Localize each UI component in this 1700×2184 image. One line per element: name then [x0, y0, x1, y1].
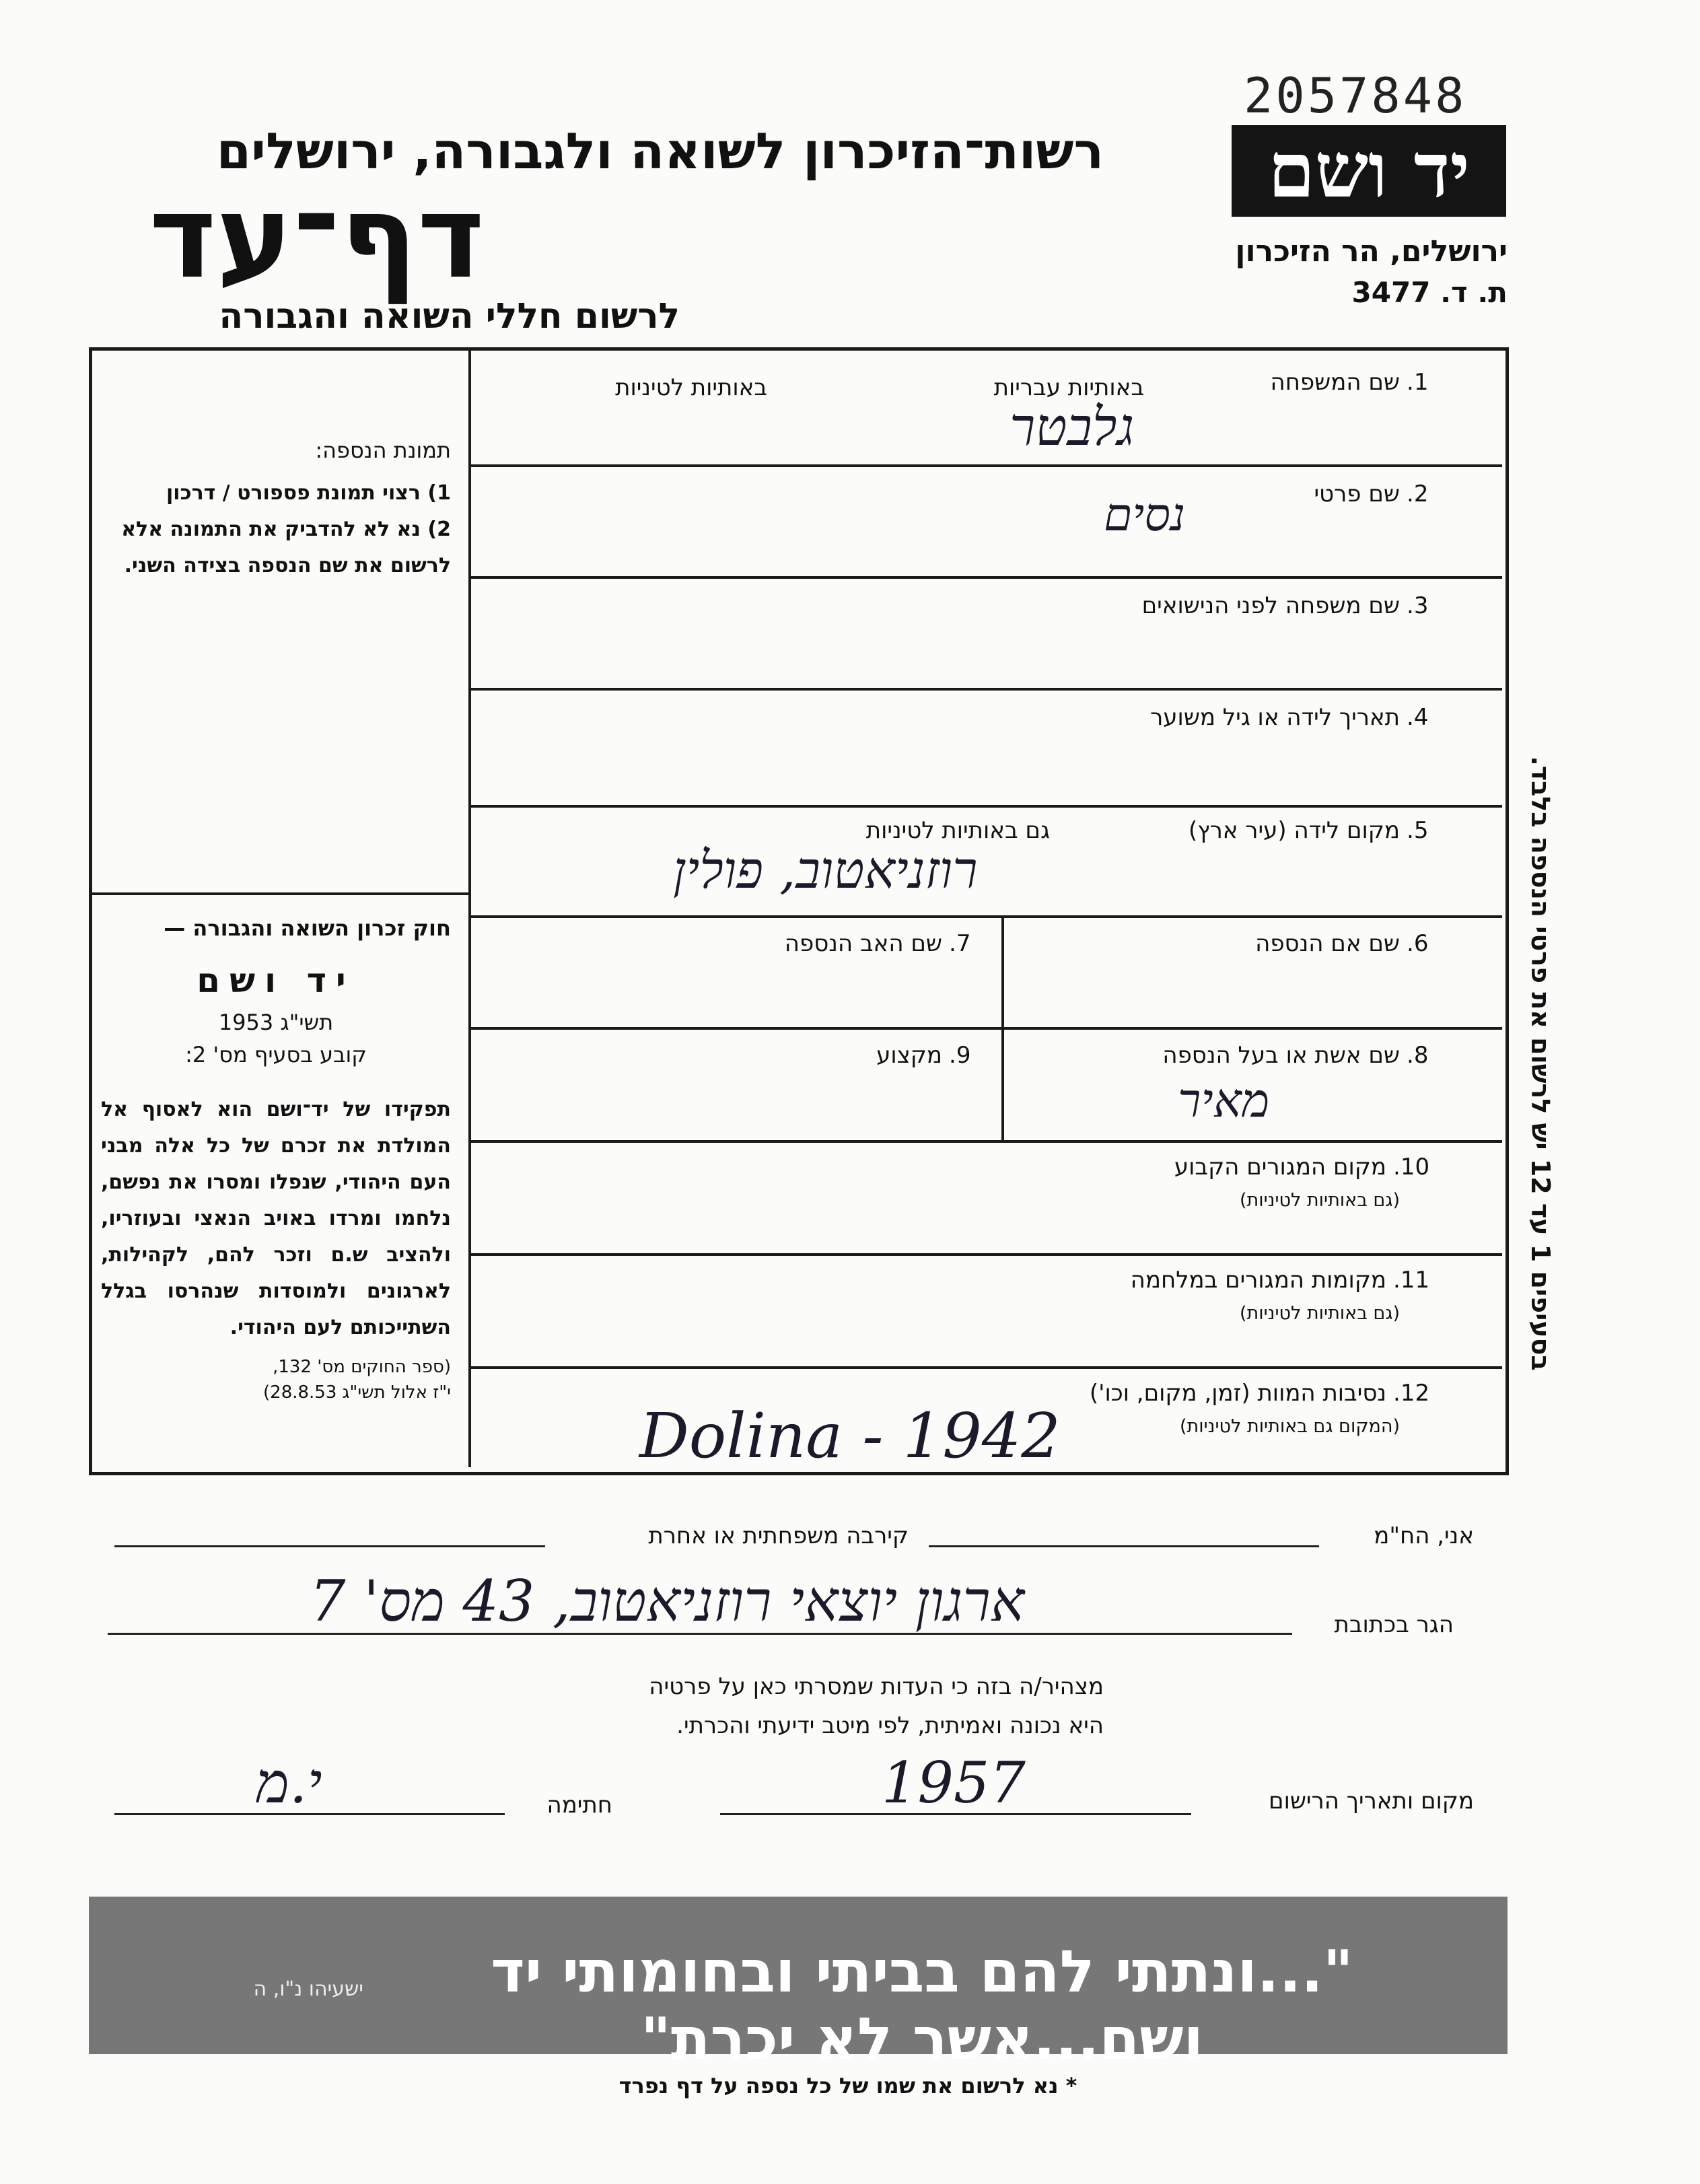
panel-divider	[92, 892, 468, 895]
row-divider	[471, 1027, 1502, 1030]
field-8-label: שם אשת או בעל הנספה	[1162, 1042, 1400, 1069]
field-1-number: 1.	[1407, 369, 1429, 396]
logo-pobox: ת. ד. 3477	[1351, 276, 1508, 309]
field-3-label: שם משפחה לפני הנישואים	[1141, 592, 1400, 619]
field-2-number: 2.	[1407, 481, 1429, 507]
field-3-number: 3.	[1407, 592, 1429, 619]
row-divider	[471, 464, 1502, 467]
field-1-latin-label: באותיות לטיניות	[615, 374, 767, 401]
handwritten-spouse: מאיר	[1178, 1073, 1270, 1128]
row-divider	[471, 688, 1502, 691]
law-name: יד ושם	[197, 961, 355, 1000]
field-7-number: 7.	[949, 930, 971, 957]
photo-instruction-1: 1) רצוי תמונת פספורט / דרכון	[166, 481, 451, 505]
logo-address: ירושלים, הר הזיכרון	[1235, 234, 1508, 269]
law-source-1: (ספר החוקים מס' 132,	[273, 1357, 451, 1377]
field-2-label: שם פרטי	[1314, 481, 1400, 507]
field-11-label: מקומות המגורים במלחמה	[1130, 1267, 1386, 1294]
field-9-number: 9.	[949, 1042, 971, 1069]
handwritten-death-circumstances: Dolina - 1942	[639, 1400, 1061, 1472]
row-divider	[471, 576, 1502, 579]
field-10-number: 10.	[1393, 1154, 1430, 1181]
row-divider	[471, 1366, 1502, 1369]
banner-quote: "...ונתתי להם בביתי ובחומותי יד ושם...אשר לא יכרת"	[491, 1938, 1353, 2073]
declaration-residing: הגר בכתובת	[1334, 1611, 1454, 1638]
field-10-label: מקום המגורים הקבוע	[1174, 1154, 1386, 1181]
cell-divider	[1001, 918, 1004, 1140]
row-divider	[471, 915, 1502, 918]
handwritten-birthplace: רוזניאטוב, פולין	[673, 840, 978, 900]
handwritten-signature: י.מ	[256, 1750, 322, 1816]
law-body: תפקידו של יד־ושם הוא לאסוף אל המולדת את זכרם של כל אלה מבני העם היהודי, שנפלו ומסרו את נפשם, נלחמו ומרדו באויב הנאצי ובעוזריו, ולהציב ש.ם וזכר להם, לקהילות, לארגונים ולמוסדות שנהרסו בגלל השתייכותם לעם היהודי.	[101, 1098, 451, 1339]
field-6-label: שם אם הנספה	[1255, 930, 1400, 957]
field-9-label: מקצוע	[876, 1042, 942, 1069]
field-1-label: שם המשפחה	[1270, 369, 1400, 396]
field-12-number: 12.	[1393, 1380, 1430, 1407]
field-8-number: 8.	[1407, 1042, 1429, 1069]
law-source-2: י"ז אלול תשי"ג 28.8.53)	[263, 1382, 451, 1403]
handwritten-address: ארגון יוצאי רוזניאטוב, 43 מס' 7	[310, 1568, 1025, 1634]
page-subtitle: לרשום חללי השואה והגבורה	[219, 296, 680, 337]
handwritten-surname: גלבטר	[1010, 397, 1135, 458]
side-note: בסעיפים 1 עד 12 יש לרשום את פרטי הנספה בלבד.	[1526, 756, 1555, 1371]
declaration-line-1: מצהיר/ה בזה כי העדות שמסרתי כאן על פרטיה	[649, 1673, 1104, 1700]
row-divider	[471, 1140, 1502, 1143]
field-12-label: נסיבות המוות (זמן, מקום, וכו')	[1089, 1380, 1386, 1407]
yad-vashem-logo: יד ושם	[1232, 125, 1506, 217]
handwritten-date: 1957	[882, 1750, 1026, 1816]
signature-label: חתימה	[546, 1792, 612, 1819]
serial-number: 2057848	[1244, 67, 1467, 124]
field-5-number: 5.	[1407, 817, 1429, 844]
banner-source: ישעיהו נ"ו, ה	[253, 1977, 363, 2001]
field-6-number: 6.	[1407, 930, 1429, 957]
column-divider	[468, 350, 471, 1467]
authority-heading: רשות־הזיכרון לשואה ולגבורה, ירושלים	[216, 122, 1104, 180]
handwritten-first-name: נסים	[1104, 489, 1186, 542]
field-4-number: 4.	[1407, 704, 1429, 731]
declaration-i-undersigned: אני, הח"מ	[1374, 1522, 1474, 1549]
declaration-relation: קירבה משפחתית או אחרת	[648, 1522, 909, 1549]
photo-heading: תמונת הנספה:	[315, 437, 451, 463]
footnote: * נא לרשום את שמו של כל נספה על דף נפרד	[618, 2073, 1077, 2099]
law-clause: קובע בסעיף מס' 2:	[185, 1042, 367, 1067]
field-4-label: תאריך לידה או גיל משוער	[1150, 704, 1400, 731]
field-11-sub: (גם באותיות לטיניות)	[1239, 1303, 1400, 1324]
field-12-sub: (המקום גם באותיות לטיניות)	[1179, 1416, 1400, 1437]
field-10-sub: (גם באותיות לטיניות)	[1239, 1190, 1400, 1211]
field-7-label: שם האב הנספה	[784, 930, 942, 957]
law-heading: חוק זכרון השואה והגבורה —	[164, 915, 451, 941]
field-5-latin-label: גם באותיות לטיניות	[865, 817, 1050, 844]
field-5-label: מקום לידה (עיר ארץ)	[1188, 817, 1400, 844]
row-divider	[471, 805, 1502, 808]
row-divider	[471, 1253, 1502, 1256]
field-11-number: 11.	[1393, 1267, 1430, 1294]
underline	[929, 1545, 1319, 1547]
place-date-label: מקום ותאריך הרישום	[1269, 1788, 1474, 1815]
page-title: דף־עד	[149, 171, 485, 304]
declaration-line-2: היא נכונה ואמיתית, לפי מיטב ידיעתי והכרתי.	[676, 1712, 1104, 1739]
photo-instruction-2: 2) נא לא להדביק את התמונה אלא לרשום את שם הנספה בצידה השני.	[121, 518, 451, 577]
underline	[114, 1545, 545, 1547]
field-1-hebrew-label: באותיות עבריות	[993, 374, 1144, 401]
law-year: תשי"ג 1953	[218, 1010, 334, 1035]
